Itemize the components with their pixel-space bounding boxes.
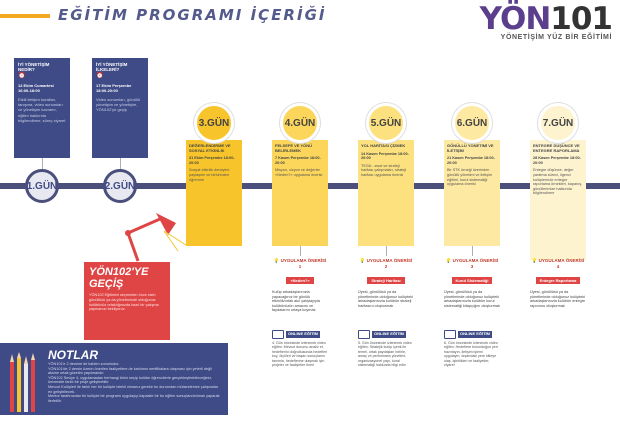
day-label: 6.GÜN: [456, 117, 488, 129]
application-head: UYGULAMA ÖNERİSİ 1: [280, 258, 327, 269]
note-line: Mevcut Kulüpleri ile farklı her bir kulüpte istekli olmanız gerekir bu durumdan mütavelenize çalışmalar en geliştirilecek.: [48, 384, 219, 394]
intro-time: 12 Ekim Cumartesi 16:00-18:00: [18, 82, 54, 93]
note-line: Mentor tarafınızdan bir kulüpte bir programı uygulayıp kapasite bir bu eğitim sonuçlandırılmalı yaparak ilerletilir.: [48, 394, 220, 403]
day-label: 7.GÜN: [542, 117, 574, 129]
day-time: 21 Kasım Perşembe 18:00-20:00: [447, 156, 495, 165]
application-badge: Entegre Raporlama: [536, 277, 581, 284]
day-time: 28 Kasım Perşembe 18:00-20:00: [533, 156, 581, 165]
day-label: 4.GÜN: [284, 117, 316, 129]
day-heading: GÖNÜLLÜ YÖNETİMİ VE İLETİŞİM: [447, 143, 494, 153]
online-text: 4. Gün öncesinde izlenecek video eğitim: Mevcut durumu analiz et, hedeflerini doğrultusunda hedefleri koy, ölçüleri ve başarı sonuçlarını tanımla, hedeflerine ulaşmak için projeler ve faaliyetler öneri: [272, 341, 328, 368]
day-label: 2.GÜN: [104, 180, 136, 192]
application-text: Kulüp arkadaşlarınızla yapacağınız bir günlük etkinlik/ortak akıl çalıştayıyla kulübünüzün amacını ve faydalarını ortaya koymak: [272, 290, 320, 313]
online-training-1: [272, 330, 328, 367]
day-circle-6: [452, 103, 492, 143]
application-badge: Kurul Sistematiği: [452, 277, 493, 284]
connector-line: [300, 246, 301, 256]
title-accent-bar: [0, 14, 50, 18]
lightbulb-icon: 💡: [531, 258, 538, 263]
application-badge: «Neden?»: [286, 277, 313, 284]
day-column-3: [186, 140, 242, 246]
clock-icon: ⏰: [18, 73, 26, 80]
day-time: 7 Kasım Perşembe 18:00-20:00: [275, 156, 321, 165]
day-circle-7: [538, 103, 578, 143]
monitor-icon: [272, 330, 284, 339]
logo-yon: YÖN: [479, 1, 551, 37]
connector-line: [386, 246, 387, 256]
online-training-2: [358, 330, 414, 367]
intro-box-2: [92, 58, 148, 158]
intro-question: İYİ YÖNETİŞİM İLKELERİ?: [96, 62, 128, 73]
note-line: YÖN101'e 2 dersine de katılım zorunludur.: [48, 362, 120, 366]
application-text: Üyesi, gönüllüsü ya da yönetiminde olduğunuz kulüpteki arkadaşlarınızla kulübün kurul sistematiği kitapçığını oluşturmak: [444, 290, 500, 308]
application-4: [530, 258, 586, 308]
monitor-icon: [358, 330, 370, 339]
day-circle-5: [366, 103, 406, 143]
intro-desc: Video sunumları, gönüllü yönetişim ve yönetişim, YÖN102'ye geçiş: [96, 97, 140, 113]
application-text: Üyesi, gönüllüsü ya da yönetiminde olduğunuz kulüpteki arkadaşlarınızla kulübün strateji haritasını oluşturmak: [358, 290, 414, 308]
monitor-icon: [444, 330, 456, 339]
lightbulb-icon: 💡: [273, 258, 280, 263]
intro-question: İYİ YÖNETİŞİM NEDİR?: [18, 62, 50, 73]
note-line: YÖN101'de 2 dersin üzerin önerilen faaliyetlere de katılımın sertifikalara ulaşması için yeterli değil aksine ortak gözetim yapılmalıdır.: [48, 366, 212, 376]
online-training-3: [444, 330, 500, 367]
connector-line: [472, 246, 473, 256]
page-title: EĞİTİM PROGRAMI İÇERİĞİ: [58, 6, 327, 24]
logo: [479, 1, 612, 41]
intro-desc: Etkili iletişim kuralları, tanışma, video sunumları ve yönetişim kavramı, eğitim hakkında bilgilendirme, süreç ziyaret: [18, 97, 66, 123]
day-desc: Bir STK örneği üzerinden gönüllü yönetimi ve iletişim eğitimi, kurul sistematiği uygulama önerisi: [447, 168, 493, 187]
day-heading: YOL HARİTASI ÇİZMEK: [361, 143, 406, 148]
yon102-transition-box: [84, 262, 170, 340]
application-3: [444, 258, 500, 308]
online-label: ONLINE EĞİTİM: [374, 331, 404, 337]
online-label: ONLINE EĞİTİM: [288, 331, 318, 337]
day-circle-3: [194, 103, 234, 143]
day-label: 3.GÜN: [198, 117, 230, 129]
application-1: [272, 258, 328, 313]
note-line: YÖN102 Seviye 4, uygulamadan herhangi birini seçip kulübe öğrencilerle gerçekleştirebileceğiniz, üniversite farklı bir proje geliştirebilir.: [48, 375, 213, 385]
logo-subtitle: YÖNETİŞİM YÜZ BİR EĞİTİMİ: [500, 34, 612, 41]
online-text: 6. Gün öncesinde izlenecek video eğitim: Hedeflere bulunduğun yeri hazırlayın, iletişim işlemi uygulayın, dışarıdaki yere kitleye ulaş, işbirlikleri ve faaliyetler, ziyaret: [444, 341, 498, 368]
online-label: ONLINE EĞİTİM: [460, 331, 490, 337]
day-heading: DEĞERLENDİRME VE SOSYAL ETKİNLİK: [189, 143, 231, 153]
day-circle-4: [280, 103, 320, 143]
clock-icon: ⏰: [96, 73, 104, 80]
day-column-4: [272, 140, 328, 246]
application-2: [358, 258, 414, 308]
day-label: 1.GÜN: [26, 180, 58, 192]
day-column-7: [530, 140, 586, 260]
application-head: UYGULAMA ÖNERİSİ 2: [366, 258, 413, 269]
day-heading: FELSEFE VE YÖNÜ BELİRLEMEK: [275, 143, 313, 153]
day-desc: TEGA - swot ve strateji haritası çalışmaları, strateji haritası uygulama önerisi: [361, 163, 407, 177]
notes-title: NOTLAR: [48, 348, 98, 362]
pencils-icon: [8, 352, 40, 414]
day-circle-2: [103, 169, 137, 203]
application-text: Üyesi, gönüllüsü ya da yönetiminde olduğunuz kulüpteki arkadaşlarınızla kulübün entegre raporunu oluşturmak: [530, 290, 586, 308]
application-head: UYGULAMA ÖNERİSİ 4: [538, 258, 585, 269]
day-heading: ENTEGRE DÜŞÜNCE VE ENTEGRE RAPORLAMA: [533, 143, 580, 153]
day-desc: Entegre düşünce, değer yaratma süreci, ilgenci kulüplerinde entegre raporlama örnekleri, kapanış, gönüllerimize hakkında bilgilendirme: [533, 168, 583, 196]
application-badge: Strateji Haritası: [367, 277, 404, 284]
logo-num: 101: [550, 1, 612, 37]
application-head: UYGULAMA ÖNERİSİ 3: [452, 258, 499, 269]
day-desc: Sosyal etkinlik deneyimi paylaşımı ve birbirinden öğrenme: [189, 168, 230, 182]
day-time: 31 Ekim Perşembe 18:00-20:00: [189, 156, 235, 165]
lightbulb-icon: 💡: [445, 258, 452, 263]
lamp-icon: [118, 205, 188, 263]
day-circle-1: [25, 169, 59, 203]
day-column-6: [444, 140, 500, 246]
day-label: 5.GÜN: [370, 117, 402, 129]
lamp-desc: YÖN102 Eğitimini seçmeden önce sizin gönüllüsü ya da yönetiminde olduğunuz kulübünüz ortaklığınızda bazıl bir çalışma yapmanızı bekliyoruz.: [89, 293, 159, 312]
day-column-5: [358, 140, 414, 246]
lamp-title: YÖN102'YE GEÇİŞ: [89, 266, 149, 290]
intro-box-1: [14, 58, 70, 158]
day-time: 14 Kasım Perşembe 18:00-20:00: [361, 151, 409, 161]
intro-time: 17 Ekim Perşembe 18:00-20:00: [96, 82, 132, 93]
day-desc: Misyon, vizyon ve değerler «Neden?» uygulama önerisi: [275, 168, 323, 177]
online-text: 5. Gün öncesinde izlenecek video eğitim: Stratejik kulüp içerik ile temel, ortak paydaşları belirle, amaç ve performans yönetimi, organizasyonel yapı, kural sistematiği hakkında bilgi edin: [358, 341, 412, 368]
lightbulb-icon: 💡: [359, 258, 366, 263]
